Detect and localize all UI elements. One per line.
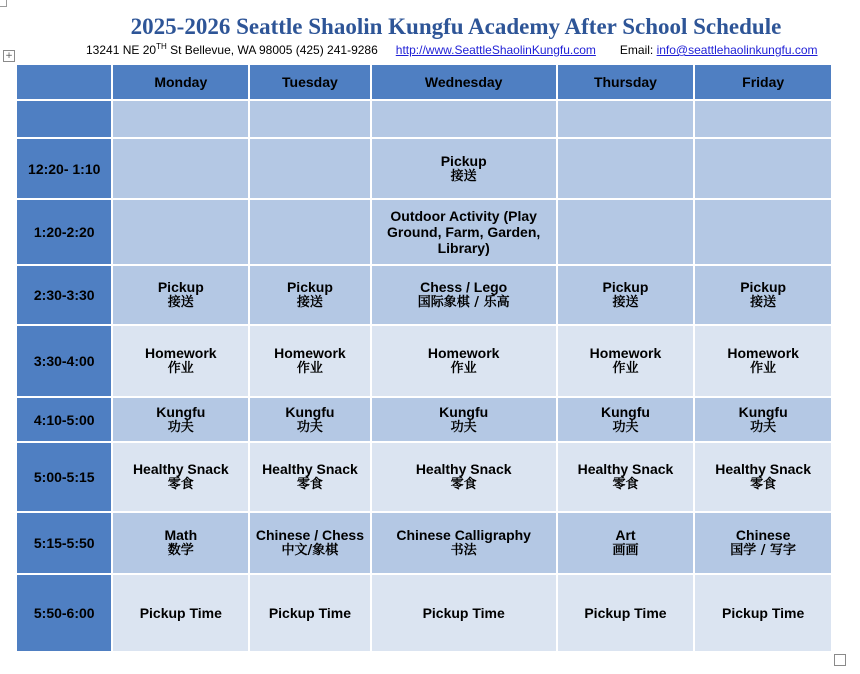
schedule-cell bbox=[558, 200, 694, 264]
activity-chinese-label: 书法 bbox=[450, 543, 477, 558]
activity-label: Chinese bbox=[735, 527, 791, 543]
time-cell: 1:20-2:20 bbox=[17, 200, 111, 264]
activity-chinese-label: 国学 / 写字 bbox=[730, 543, 797, 558]
activity-label: Homework bbox=[427, 345, 500, 361]
schedule-cell bbox=[695, 139, 831, 198]
page-title: 2025-2026 Seattle Shaolin Kungfu Academy After School Schedule bbox=[130, 14, 782, 39]
day-header: Friday bbox=[695, 65, 831, 99]
activity-label: Kungfu bbox=[738, 403, 788, 420]
activity-label: Homework bbox=[145, 345, 217, 361]
table-row bbox=[17, 513, 831, 573]
time-cell: 12:20- 1:10 bbox=[17, 139, 111, 198]
schedule-cell bbox=[113, 575, 248, 651]
schedule-cell bbox=[113, 398, 248, 441]
time-cell: 5:00-5:15 bbox=[17, 443, 111, 511]
activity-label: Homework bbox=[727, 345, 799, 361]
activity-label: Chinese / Chess bbox=[255, 527, 364, 543]
time-cell: 5:15-5:50 bbox=[17, 513, 111, 573]
contact-line bbox=[86, 42, 818, 57]
schedule-cell bbox=[250, 200, 370, 264]
activity-label: Kungfu bbox=[156, 403, 206, 420]
schedule-cell bbox=[558, 443, 694, 511]
schedule-cell bbox=[372, 139, 556, 198]
activity-label: Pickup Time bbox=[139, 605, 222, 621]
schedule-cell bbox=[695, 513, 831, 573]
schedule-cell bbox=[250, 326, 370, 396]
activity-chinese-label: 功夫 bbox=[296, 419, 323, 435]
activity-chinese-label: 接送 bbox=[612, 295, 639, 310]
activity-label: Pickup Time bbox=[268, 605, 352, 621]
activity-label: Homework bbox=[589, 345, 662, 361]
activity-chinese-label: 作业 bbox=[167, 361, 194, 376]
activity-label: Outdoor Activity (Play Ground, Farm, Garden, Library) bbox=[387, 208, 541, 256]
activity-label: Math bbox=[164, 527, 198, 543]
activity-label: Chess / Lego bbox=[420, 279, 508, 295]
activity-chinese-label: 数学 bbox=[167, 543, 194, 558]
schedule-cell bbox=[250, 101, 370, 137]
activity-label: Pickup bbox=[286, 279, 333, 295]
email-label: Email: bbox=[619, 43, 657, 57]
activity-label: Pickup bbox=[602, 279, 649, 295]
schedule-cell bbox=[695, 266, 831, 324]
table-row bbox=[17, 575, 831, 651]
activity-label: Healthy Snack bbox=[262, 461, 358, 477]
header-corner-cell bbox=[17, 65, 111, 99]
table-row bbox=[17, 139, 831, 198]
activity-chinese-label: 接送 bbox=[296, 295, 323, 310]
schedule-cell bbox=[558, 575, 694, 651]
activity-label: Healthy Snack bbox=[415, 461, 512, 477]
activity-label: Healthy Snack bbox=[132, 461, 229, 477]
schedule-cell bbox=[372, 513, 556, 573]
schedule-cell bbox=[250, 443, 370, 511]
schedule-cell bbox=[250, 266, 370, 324]
page-corner-marker bbox=[0, 0, 7, 7]
table-row bbox=[17, 443, 831, 511]
schedule-cell bbox=[372, 443, 556, 511]
activity-chinese-label: 零食 bbox=[296, 477, 323, 492]
email-link[interactable]: info@seattlehaolinkungfu.com bbox=[656, 43, 818, 57]
table-row bbox=[17, 101, 831, 137]
activity-chinese-label: 功夫 bbox=[750, 419, 777, 435]
address-phone-text: St Bellevue, WA 98005 (425) 241-9286 bbox=[166, 43, 378, 57]
table-row bbox=[17, 398, 831, 441]
activity-chinese-label: 零食 bbox=[450, 477, 477, 492]
schedule-cell bbox=[695, 200, 831, 264]
activity-chinese-label: 接送 bbox=[750, 295, 777, 310]
activity-label: Art bbox=[615, 527, 636, 543]
schedule-cell bbox=[113, 139, 248, 198]
time-cell: 5:50-6:00 bbox=[17, 575, 111, 651]
schedule-cell bbox=[558, 139, 694, 198]
schedule-cell bbox=[558, 326, 694, 396]
schedule-cell bbox=[558, 513, 694, 573]
schedule-cell bbox=[695, 398, 831, 441]
activity-chinese-label: 接送 bbox=[167, 295, 194, 310]
schedule-cell bbox=[113, 326, 248, 396]
schedule-table bbox=[15, 63, 833, 653]
activity-chinese-label: 画画 bbox=[612, 543, 639, 558]
activity-label: Healthy Snack bbox=[577, 461, 674, 477]
table-row bbox=[17, 326, 831, 396]
schedule-cell bbox=[372, 200, 556, 264]
table-row bbox=[17, 200, 831, 264]
activity-chinese-label: 零食 bbox=[167, 477, 194, 492]
activity-label: Healthy Snack bbox=[715, 461, 811, 477]
activity-label: Homework bbox=[274, 345, 346, 361]
schedule-cell bbox=[372, 398, 556, 441]
schedule-cell bbox=[372, 101, 556, 137]
time-cell: 4:10-5:00 bbox=[17, 398, 111, 441]
activity-chinese-label: 零食 bbox=[612, 477, 639, 492]
schedule-cell bbox=[558, 101, 694, 137]
time-cell: 3:30-4:00 bbox=[17, 326, 111, 396]
schedule-cell bbox=[372, 575, 556, 651]
time-cell bbox=[17, 101, 111, 137]
activity-label: Kungfu bbox=[439, 403, 489, 420]
header-row bbox=[17, 65, 831, 99]
day-header: Wednesday bbox=[372, 65, 556, 99]
table-resize-handle-icon[interactable] bbox=[834, 654, 846, 666]
day-header: Tuesday bbox=[250, 65, 370, 99]
schedule-cell bbox=[558, 398, 694, 441]
address-superscript: TH bbox=[156, 42, 167, 51]
activity-chinese-label: 功夫 bbox=[612, 419, 639, 435]
activity-label: Pickup Time bbox=[584, 605, 667, 621]
schedule-cell bbox=[695, 443, 831, 511]
activity-label: Kungfu bbox=[600, 403, 650, 420]
activity-chinese-label: 功夫 bbox=[167, 419, 194, 435]
schedule-cell bbox=[250, 398, 370, 441]
table-move-handle-icon[interactable]: + bbox=[3, 50, 15, 62]
schedule-cell bbox=[250, 139, 370, 198]
activity-chinese-label: 零食 bbox=[750, 477, 777, 492]
activity-chinese-label: 国际象棋 / 乐高 bbox=[417, 295, 510, 310]
website-link[interactable]: http://www.SeattleShaolinKungfu.com bbox=[395, 43, 596, 57]
activity-chinese-label: 作业 bbox=[296, 361, 323, 376]
schedule-cell bbox=[250, 575, 370, 651]
schedule-cell bbox=[558, 266, 694, 324]
activity-chinese-label: 作业 bbox=[750, 361, 777, 376]
schedule-cell bbox=[372, 266, 556, 324]
day-header: Thursday bbox=[558, 65, 694, 99]
activity-chinese-label: 中文/象棋 bbox=[281, 543, 339, 558]
activity-label: Chinese Calligraphy bbox=[396, 527, 531, 543]
activity-label: Pickup Time bbox=[422, 605, 505, 621]
activity-label: Pickup bbox=[440, 152, 487, 169]
schedule-cell bbox=[113, 443, 248, 511]
schedule-cell bbox=[113, 266, 248, 324]
schedule-cell bbox=[113, 513, 248, 573]
activity-chinese-label: 接送 bbox=[450, 168, 477, 184]
time-cell: 2:30-3:30 bbox=[17, 266, 111, 324]
schedule-cell bbox=[113, 200, 248, 264]
schedule-cell bbox=[695, 326, 831, 396]
table-row bbox=[17, 266, 831, 324]
schedule-cell bbox=[695, 101, 831, 137]
schedule-cell bbox=[695, 575, 831, 651]
day-header: Monday bbox=[113, 65, 248, 99]
schedule-cell bbox=[250, 513, 370, 573]
activity-label: Pickup bbox=[740, 279, 787, 295]
activity-chinese-label: 作业 bbox=[450, 361, 477, 376]
activity-label: Kungfu bbox=[285, 403, 335, 420]
activity-label: Pickup bbox=[157, 279, 204, 295]
activity-chinese-label: 功夫 bbox=[450, 419, 477, 435]
schedule-cell bbox=[372, 326, 556, 396]
activity-label: Pickup Time bbox=[722, 605, 805, 621]
activity-chinese-label: 作业 bbox=[612, 361, 639, 376]
address-text: 13241 NE 20 bbox=[86, 43, 157, 57]
schedule-cell bbox=[113, 101, 248, 137]
